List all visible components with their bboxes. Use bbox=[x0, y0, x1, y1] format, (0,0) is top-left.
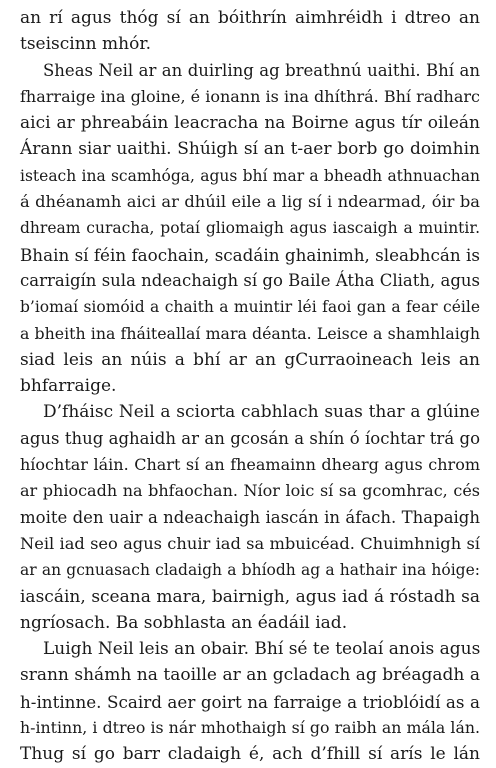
text-line: b’iomaí siomóid a chaith a muintir léi faoi gan a fear céile bbox=[20, 298, 480, 317]
text-line: siad leis an núis a bhí ar an gCurraoineach leis an bbox=[20, 349, 480, 370]
text-line: h-intinn, i dtreo is nár mhothaigh sí go raibh an mála lán. bbox=[20, 718, 480, 738]
text-line: ar phiocadh na bhfaochan. Níor loic sí sa gcomhrac, cés bbox=[20, 481, 480, 501]
text-line: isteach ina scamhóga, agus bhí mar a bheadh athnuachan bbox=[20, 166, 480, 185]
text-line: Sheas Neil ar an duirling ag breathnú uaithi. Bhí an bbox=[43, 60, 480, 80]
paragraph-4 bbox=[20, 636, 480, 767]
text-line: tseiscinn mhór. bbox=[20, 34, 152, 55]
text-line: ar an gcnuasach cladaigh a bhíodh ag a hathair ina hóige: bbox=[20, 561, 480, 580]
text-line: an rí agus thóg sí an bóithrín aimhréidh i dtreo an bbox=[20, 8, 480, 28]
text-line: Árann siar uaithi. Shúigh sí an t-aer borb go doimhin bbox=[20, 139, 480, 160]
text-line: aici ar phreabáin leacracha na Boirne agus tír oileán bbox=[20, 113, 480, 134]
paragraph-2 bbox=[20, 58, 480, 400]
text-line: bhfarraige. bbox=[20, 376, 117, 397]
text-line: á dhéanamh aici ar dhúil eile a lig sí i ndearmad, óir ba bbox=[20, 192, 480, 212]
text-line: Thug sí go barr cladaigh é, ach d’fhill sí arís le lán bbox=[20, 744, 480, 765]
text-line: Luigh Neil leis an obair. Bhí sé te teolaí anois agus bbox=[43, 639, 481, 660]
text-line: D’fháisc Neil a sciorta cabhlach suas thar a glúine bbox=[43, 402, 480, 423]
document-page bbox=[20, 5, 480, 768]
text-line: h-intinne. Scaird aer goirt na farraige a trioblóidí as a bbox=[20, 691, 480, 712]
paragraph-1 bbox=[20, 5, 480, 58]
text-line: srann shámh na taoille ar an gcladach ag bréagadh a bbox=[20, 665, 480, 686]
paragraph-3 bbox=[20, 399, 480, 636]
text-line: Neil iad seo agus chuir iad sa mbuicéad. Chuimhnigh sí bbox=[20, 533, 480, 553]
text-line: fharraige ina gloine, é ionann is ina dhíthrá. Bhí radharc bbox=[20, 86, 480, 106]
text-line: moite den uair a ndeachaigh iascán in áfach. Thapaigh bbox=[20, 507, 480, 527]
text-line: ngríosach. Ba sobhlasta an éadáil iad. bbox=[20, 612, 348, 633]
text-line: carraigín sula ndeachaigh sí go Baile Átha Cliath, agus bbox=[20, 270, 480, 290]
text-line: a bheith ina fháiteallaí mara déanta. Leisce a shamhlaigh bbox=[20, 323, 480, 343]
text-line: Bhain sí féin faochain, scadáin ghainimh, sleabhcán is bbox=[20, 244, 480, 265]
text-line: agus thug aghaidh ar an gcosán a shín ó íochtar trá go bbox=[20, 428, 480, 448]
text-line: dhream curacha, potaí gliomaigh agus iascaigh a muintir. bbox=[20, 219, 480, 238]
text-line: híochtar láin. Chart sí an fheamainn dhearg agus chrom bbox=[20, 455, 480, 475]
text-line: iascáin, sceana mara, bairnigh, agus iad á róstadh sa bbox=[20, 586, 480, 607]
